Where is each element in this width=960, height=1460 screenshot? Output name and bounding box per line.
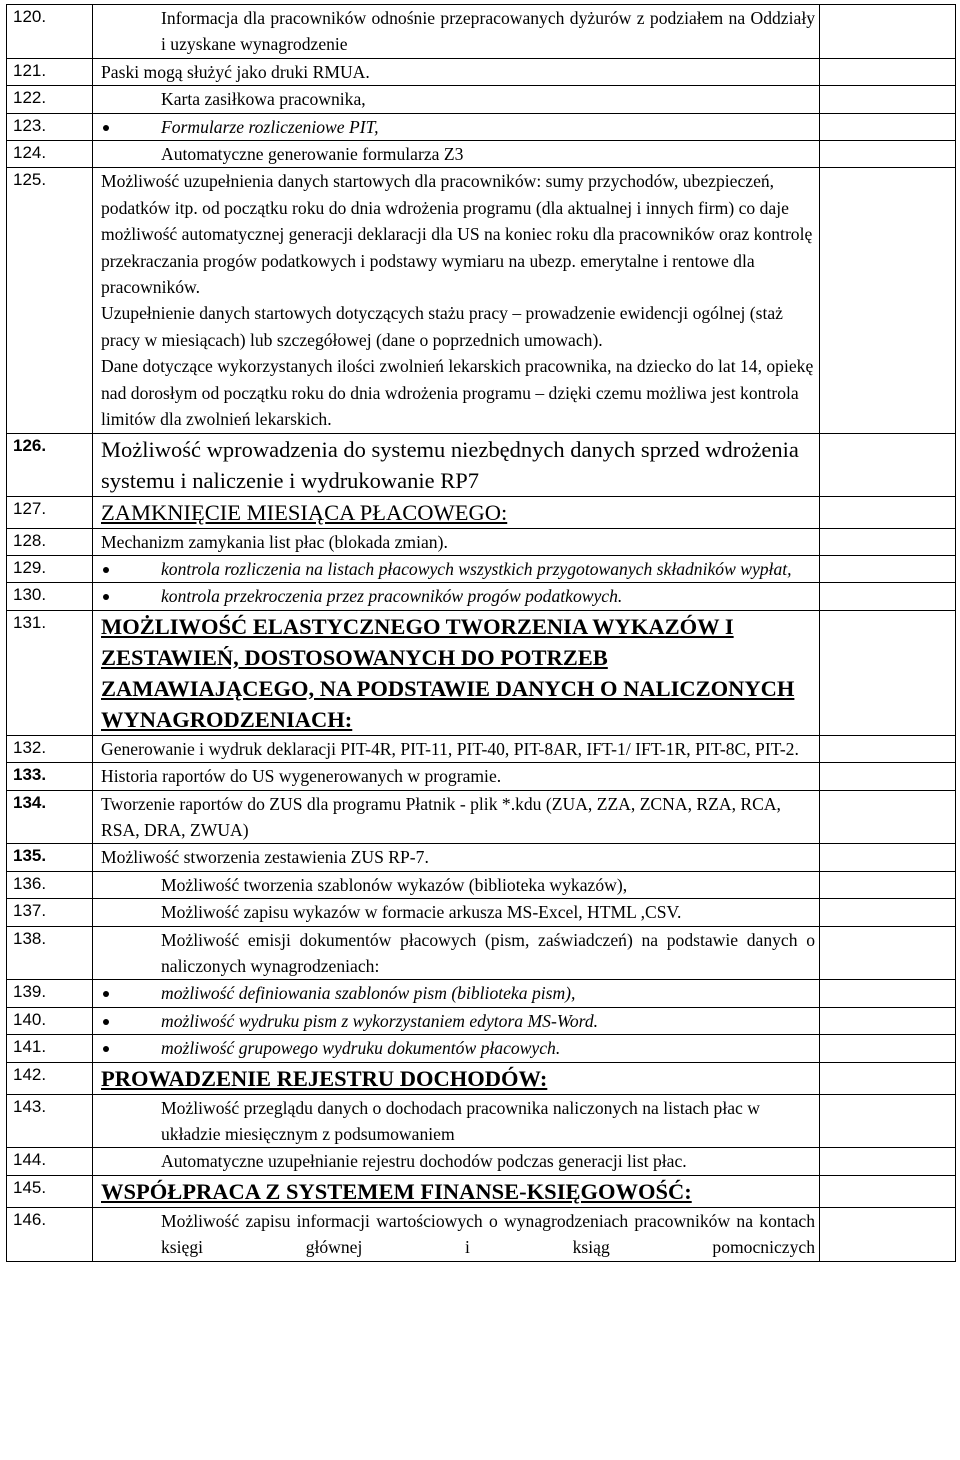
row-text: Możliwość zapisu informacji wartościowych o wynagrodzeniach pracowników na kontach księgi głównej i ksiąg pomocniczych [93, 1207, 820, 1261]
table-row [7, 555, 956, 582]
empty-cell [820, 5, 956, 59]
table-row [7, 1007, 956, 1034]
bullet-icon [103, 1046, 109, 1052]
row-text: możliwość definiowania szablonów pism (biblioteka pism), [161, 983, 576, 1004]
row-number: 140. [7, 1007, 93, 1034]
row-number: 120. [7, 5, 93, 59]
row-text: Historia raportów do US wygenerowanych w programie. [93, 763, 820, 790]
row-number: 144. [7, 1148, 93, 1175]
row-text: Możliwość tworzenia szablonów wykazów (biblioteka wykazów), [93, 871, 820, 898]
table-row [7, 58, 956, 85]
row-number: 122. [7, 86, 93, 113]
empty-cell [820, 433, 956, 496]
row-number: 131. [7, 610, 93, 735]
table-row [7, 433, 956, 496]
row-number: 133. [7, 763, 93, 790]
table-row [7, 1094, 956, 1148]
table-row [7, 610, 956, 735]
empty-cell [820, 58, 956, 85]
row-text: Tworzenie raportów do ZUS dla programu Płatnik - plik *.kdu (ZUA, ZZA, ZCNA, RZA, RCA, RSA, DRA, ZWUA) [93, 790, 820, 844]
bullet-item [93, 1035, 820, 1062]
bullet-icon [103, 991, 109, 997]
row-text: kontrola rozliczenia na listach płacowych wszystkich przygotowanych składników wypłat, [161, 558, 792, 579]
row-text: Paski mogą służyć jako druki RMUA. [93, 58, 820, 85]
row-text: Formularze rozliczeniowe PIT, [161, 116, 379, 137]
empty-cell [820, 555, 956, 582]
row-text: możliwość grupowego wydruku dokumentów płacowych. [161, 1038, 561, 1059]
row-text: możliwość wydruku pism z wykorzystaniem edytora MS-Word. [161, 1010, 599, 1031]
row-number: 125. [7, 168, 93, 433]
empty-cell [820, 899, 956, 926]
table-row [7, 735, 956, 762]
row-number: 141. [7, 1035, 93, 1062]
table-row [7, 141, 956, 168]
empty-cell [820, 1207, 956, 1261]
empty-cell [820, 528, 956, 555]
empty-cell [820, 86, 956, 113]
table-row [7, 1207, 956, 1261]
empty-cell [820, 496, 956, 528]
empty-cell [820, 926, 956, 980]
empty-cell [820, 871, 956, 898]
requirements-table [6, 4, 956, 1262]
bullet-item [93, 583, 820, 610]
empty-cell [820, 1035, 956, 1062]
empty-cell [820, 1175, 956, 1207]
row-text: Możliwość wprowadzenia do systemu niezbędnych danych sprzed wdrożenia systemu i naliczenie i wydrukowanie RP7 [93, 433, 820, 496]
empty-cell [820, 1148, 956, 1175]
table-row [7, 528, 956, 555]
empty-cell [820, 980, 956, 1007]
row-text: Możliwość zapisu wykazów w formacie arkusza MS-Excel, HTML ,CSV. [93, 899, 820, 926]
row-text: Możliwość stworzenia zestawienia ZUS RP-7. [93, 844, 820, 871]
row-text: Dane dotyczące wykorzystanych ilości zwolnień lekarskich pracownika, na dziecko do lat 14, opiekę nad dorosłym od początku roku do dnia wdrożenia programu – dzięki czemu możliwa jest kontrola limitów dla zwolnień lekarskich. [101, 356, 814, 430]
table-row [7, 926, 956, 980]
row-number: 145. [7, 1175, 93, 1207]
row-number: 127. [7, 496, 93, 528]
empty-cell [820, 1007, 956, 1034]
bullet-item [93, 555, 820, 582]
table-row [7, 1062, 956, 1094]
section-heading: PROWADZENIE REJESTRU DOCHODÓW: [93, 1062, 820, 1094]
table-row [7, 496, 956, 528]
row-number: 128. [7, 528, 93, 555]
row-text: Możliwość przeglądu danych o dochodach pracownika naliczonych na listach płac w układzie miesięcznym z podsumowaniem [93, 1094, 820, 1148]
table-row [7, 980, 956, 1007]
row-text: Automatyczne uzupełnianie rejestru dochodów podczas generacji list płac. [93, 1148, 820, 1175]
table-row [7, 790, 956, 844]
section-heading: WSPÓŁPRACA Z SYSTEMEM FINANSE-KSIĘGOWOŚĆ: [93, 1175, 820, 1207]
empty-cell [820, 113, 956, 140]
table-row [7, 86, 956, 113]
empty-cell [820, 763, 956, 790]
bullet-item [93, 1007, 820, 1034]
row-text: kontrola przekroczenia przez pracowników progów podatkowych. [161, 586, 623, 607]
bullet-item [93, 980, 820, 1007]
empty-cell [820, 141, 956, 168]
row-text-block [93, 168, 820, 433]
row-text: Możliwość uzupełnienia danych startowych dla pracowników: sumy przychodów, ubezpieczeń, podatków itp. od początku roku do dnia wdrożenia programu (dla aktualnej i innych firm) co daje możliwość automatycznej generacji deklaracji dla US na koniec roku dla pracowników oraz kontrolę przekraczania progów podatkowych i podstawy wymiaru na ubezp. emerytalne i rentowe dla pracowników. [101, 171, 813, 298]
row-text: Karta zasiłkowa pracownika, [93, 86, 820, 113]
row-number: 136. [7, 871, 93, 898]
row-number: 143. [7, 1094, 93, 1148]
row-number: 138. [7, 926, 93, 980]
bullet-item [93, 113, 820, 140]
table-row [7, 1148, 956, 1175]
row-text: Uzupełnienie danych startowych dotyczących stażu pracy – prowadzenie ewidencji ogólnej (staż pracy w miesiącach) lub szczegółowej (dane o poprzednich umowach). [101, 303, 783, 350]
row-text: Informacja dla pracowników odnośnie przepracowanych dyżurów z podziałem na Oddziały i uzyskane wynagrodzenie [93, 5, 820, 59]
bullet-icon [103, 567, 109, 573]
empty-cell [820, 583, 956, 610]
table-row [7, 5, 956, 59]
row-text: Automatyczne generowanie formularza Z3 [93, 141, 820, 168]
table-row [7, 168, 956, 433]
bullet-icon [103, 125, 109, 131]
empty-cell [820, 735, 956, 762]
table-row [7, 113, 956, 140]
table-row [7, 1035, 956, 1062]
table-row [7, 844, 956, 871]
row-number: 126. [7, 433, 93, 496]
bullet-icon [103, 594, 109, 600]
row-number: 146. [7, 1207, 93, 1261]
row-text: Możliwość emisji dokumentów płacowych (pism, zaświadczeń) na podstawie danych o naliczonych wynagrodzeniach: [93, 926, 820, 980]
table-row [7, 583, 956, 610]
empty-cell [820, 168, 956, 433]
row-text: Mechanizm zamykania list płac (blokada zmian). [93, 528, 820, 555]
table-row [7, 899, 956, 926]
empty-cell [820, 610, 956, 735]
row-number: 123. [7, 113, 93, 140]
table-row [7, 871, 956, 898]
row-number: 130. [7, 583, 93, 610]
row-number: 129. [7, 555, 93, 582]
empty-cell [820, 1094, 956, 1148]
section-heading: MOŻLIWOŚĆ ELASTYCZNEGO TWORZENIA WYKAZÓW I ZESTAWIEŃ, DOSTOSOWANYCH DO POTRZEB ZAMAWIAJĄCEGO, NA PODSTAWIE DANYCH O NALICZONYCH WYNAGRODZENIACH: [93, 610, 820, 735]
row-number: 134. [7, 790, 93, 844]
bullet-icon [103, 1019, 109, 1025]
row-number: 139. [7, 980, 93, 1007]
section-heading: ZAMKNIĘCIE MIESIĄCA PŁACOWEGO: [93, 496, 820, 528]
table-row [7, 1175, 956, 1207]
row-number: 137. [7, 899, 93, 926]
row-text: Generowanie i wydruk deklaracji PIT-4R, PIT-11, PIT-40, PIT-8AR, IFT-1/ IFT-1R, PIT-8C, PIT-2. [93, 735, 820, 762]
empty-cell [820, 844, 956, 871]
empty-cell [820, 1062, 956, 1094]
row-number: 121. [7, 58, 93, 85]
table-row [7, 763, 956, 790]
row-number: 135. [7, 844, 93, 871]
row-number: 132. [7, 735, 93, 762]
row-number: 142. [7, 1062, 93, 1094]
empty-cell [820, 790, 956, 844]
row-number: 124. [7, 141, 93, 168]
